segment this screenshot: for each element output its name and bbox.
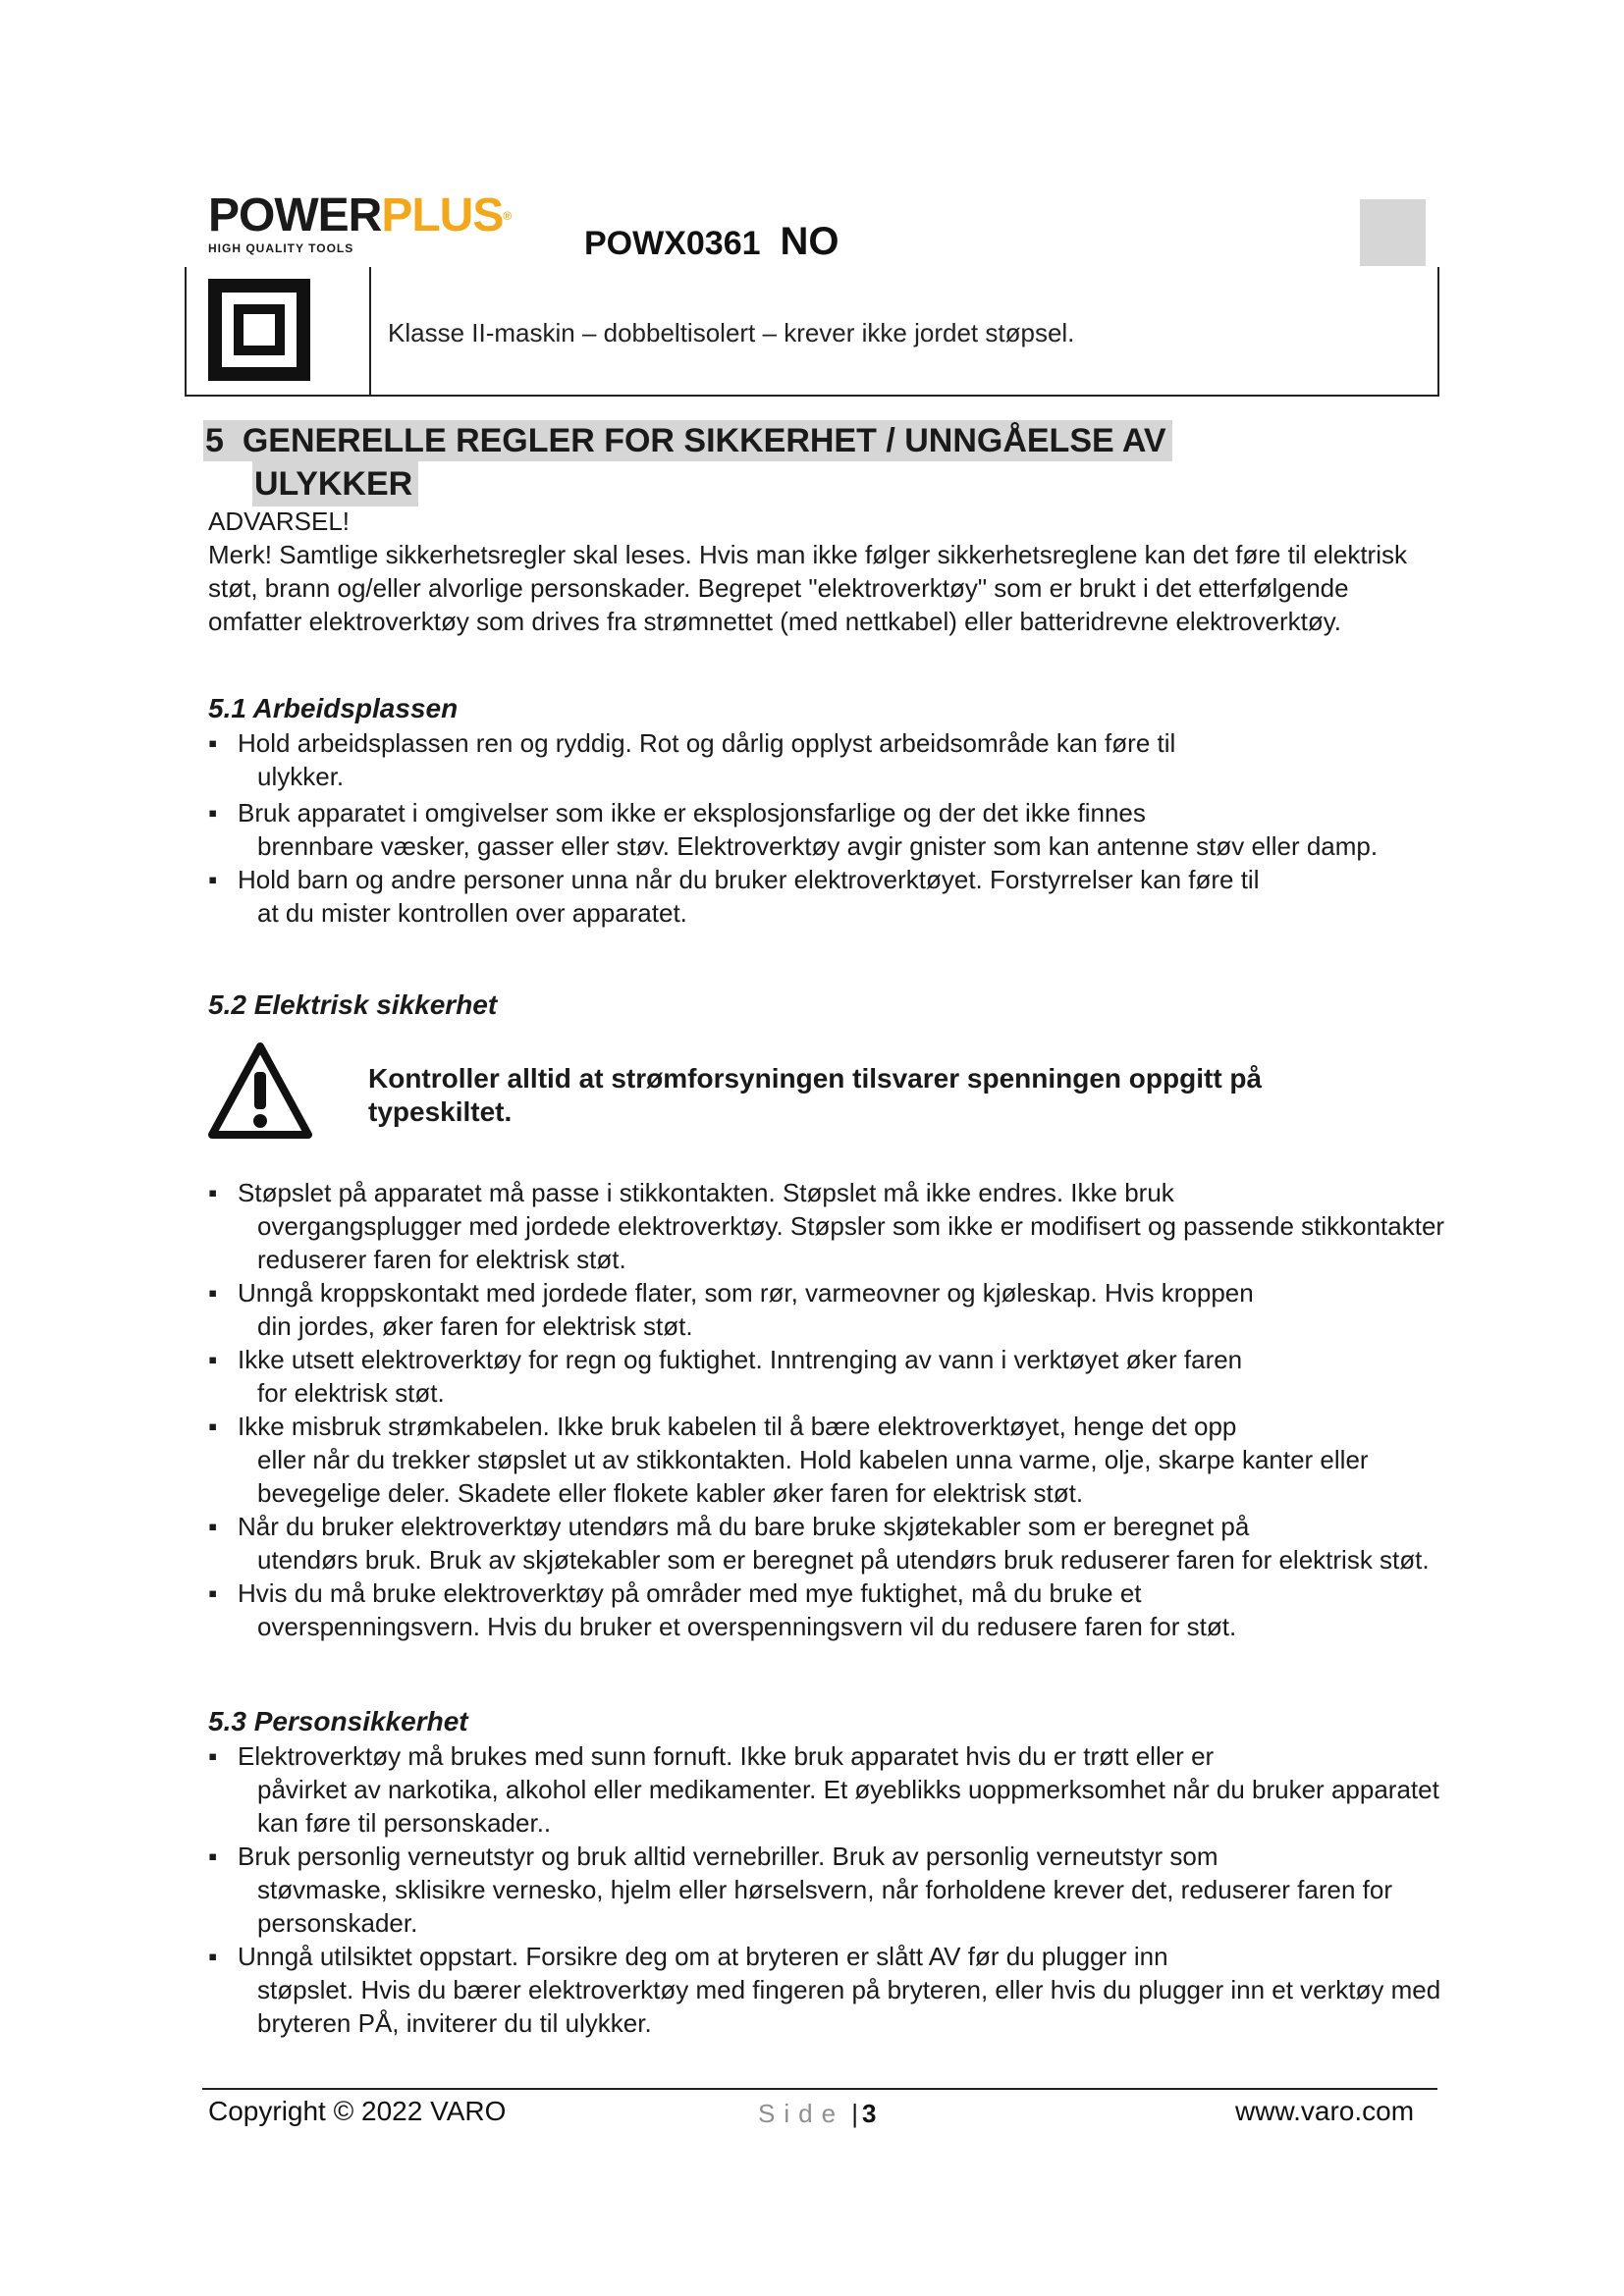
list-item: ▪ Unngå kroppskontakt med jordede flater, som rør, varmeovner og kjøleskap. Hvis kroppen din jordes, øker faren for elektrisk støt. (208, 1278, 1254, 1341)
voltage-warning: Kontroller alltid at strømforsyningen tilsvarer spenningen oppgitt på typeskiltet. (368, 1063, 1263, 1127)
bullet-list-5-2 (208, 1176, 1447, 1643)
intro-paragraph: Merk! Samtlige sikkerhetsregler skal leses. Hvis man ikke følger sikkerhetsreglene kan det føre til elektrisk støt, brann og/eller alvorlige personskader. Begrepet "elektroverktøy" som er brukt i det etterfølgende omfatter elektroverktøy som drives fra strømnettet (med nettkabel) eller batteridrevne elektroverktøy. (208, 540, 1407, 636)
brand-logo (208, 189, 562, 257)
double-insulation-icon (187, 267, 369, 395)
page-tab-marker (1360, 199, 1426, 266)
subsection-title-5-3: 5.3 Personsikkerhet (208, 1706, 468, 1736)
list-item: ▪ Når du bruker elektroverktøy utendørs må du bare bruke skjøtekabler som er beregnet på utendørs bruk. Bruk av skjøtekabler som er beregnet på utendørs bruk reduserer faren for elektrisk støt. (208, 1512, 1430, 1575)
website-link[interactable]: www.varo.com (1235, 2096, 1415, 2126)
list-item: ▪ Bruk personlig verneutstyr og bruk alltid vernebriller. Bruk av personlig verneutstyr som støvmaske, sklisikre vernesko, hjelm eller hørselsvern, når forholdene krever det, reduserer faren for personskader. (208, 1842, 1392, 1938)
logo-power-text: POWER (208, 189, 382, 241)
model-heading (584, 220, 839, 264)
page-indicator (758, 2099, 877, 2129)
logo-plus-text: PLUS (381, 189, 504, 241)
section-title-1: GENERELLE REGLER FOR SIKKERHET / UNNGÅELSE AV (242, 422, 1166, 459)
bullet-list-5-1 (208, 726, 1447, 930)
side-label: Side (758, 2099, 845, 2128)
class-ii-box (185, 267, 1439, 397)
language-code: NO (780, 220, 839, 263)
footer-divider (202, 2088, 1437, 2090)
page-number: 3 (862, 2099, 877, 2128)
subsection-title-5-2: 5.2 Elektrisk sikkerhet (208, 989, 498, 1020)
class-symbol-cell (187, 267, 371, 395)
list-item: ▪ Bruk apparatet i omgivelser som ikke er eksplosjonsfarlige og der det ikke finnes brennbare væsker, gasser eller støv. Elektroverktøy avgir gnister som kan antenne støv eller damp. (208, 798, 1379, 861)
logo-tagline: HIGH QUALITY TOOLS (208, 241, 354, 255)
bullet-list-5-3 (208, 1739, 1447, 2040)
list-item: ▪ Hold arbeidsplassen ren og ryddig. Rot og dårlig opplyst arbeidsområde kan føre til ulykker. (208, 728, 1176, 791)
warning-triangle-icon (206, 1041, 314, 1141)
list-item: ▪ Ikke misbruk strømkabelen. Ikke bruk kabelen til å bære elektroverktøyet, henge det opp eller når du trekker støpslet ut av stikkontakten. Hold kabelen unna varme, olje, skarpe kanter eller bevegelige deler. Skadete eller flokete kabler øker faren for elektrisk støt. (208, 1412, 1369, 1508)
list-item: ▪ Hvis du må bruke elektroverktøy på områder med mye fuktighet, må du bruke et overspenningsvern. Hvis du bruker et overspenningsvern vil du redusere faren for støt. (208, 1578, 1237, 1641)
list-item: ▪ Støpslet på apparatet må passe i stikkontakten. Støpslet må ikke endres. Ikke bruk overgangsplugger med jordede elektroverktøy. Støpsler som ikke er modifisert og passende stikkontakter reduserer faren for elektrisk støt. (208, 1178, 1445, 1274)
copyright: Copyright © 2022 VARO (208, 2096, 507, 2126)
model-number: POWX0361 (584, 225, 761, 262)
list-item: ▪ Elektroverktøy må brukes med sunn fornuft. Ikke bruk apparatet hvis du er trøtt eller er påvirket av narkotika, alkohol eller medikamenter. Et øyeblikks uoppmerksomhet når du bruker apparatet kan føre til personskader.. (208, 1741, 1439, 1838)
page-separator: | (851, 2099, 859, 2128)
subsection-title-5-1: 5.1 Arbeidsplassen (208, 693, 459, 723)
section-title-line1 (203, 420, 1172, 461)
logo-registered-mark: ® (503, 209, 512, 223)
list-item: ▪ Ikke utsett elektroverktøy for regn og fuktighet. Inntrenging av vann i verktøyet øker faren for elektrisk støt. (208, 1345, 1243, 1408)
warning-label: ADVARSEL! (208, 507, 351, 536)
section-title-2: ULYKKER (252, 461, 418, 507)
section-number: 5 (205, 422, 224, 459)
section-heading (203, 420, 1273, 507)
list-item: ▪ Unngå utilsiktet oppstart. Forsikre deg om at bryteren er slått AV før du plugger inn støpslet. Hvis du bærer elektroverktøy med fingeren på bryteren, eller hvis du plugger inn et verktøy med bryteren PÅ, inviterer du til ulykker. (208, 1942, 1441, 2038)
class-ii-text: Klasse II-maskin – dobbeltisolert – krever ikke jordet støpsel. (388, 318, 1075, 347)
list-item: ▪ Hold barn og andre personer unna når du bruker elektroverktøyet. Forstyrrelser kan føre til at du mister kontrollen over apparatet. (208, 865, 1260, 928)
